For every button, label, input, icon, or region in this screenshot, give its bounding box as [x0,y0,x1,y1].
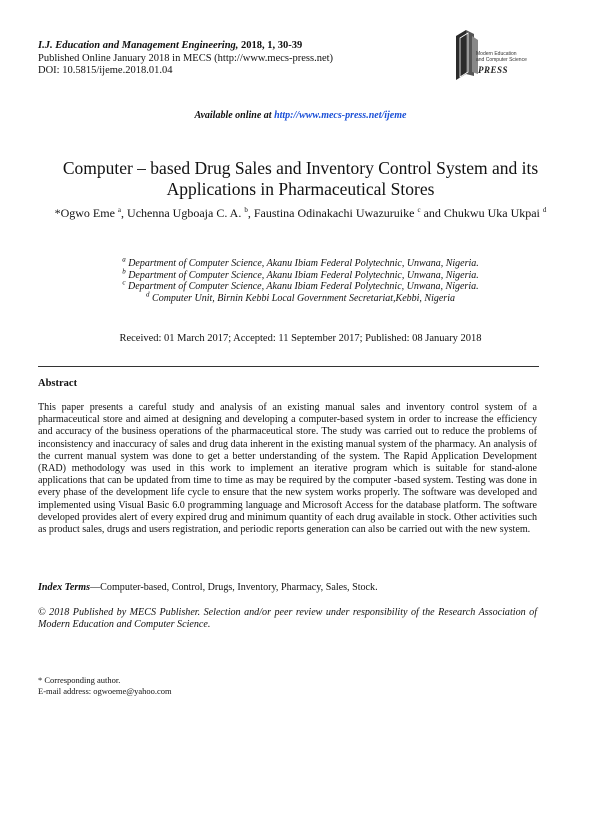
corresponding-author-note: * Corresponding author. [38,675,121,685]
doi: DOI: 10.5815/ijeme.2018.01.04 [38,65,173,76]
paper-title [40,158,561,200]
author-name: Faustina Odinakachi Uwazuruike [253,206,415,220]
index-terms-text: —Computer-based, Control, Drugs, Inventory, Pharmacy, Sales, Stock. [90,582,378,593]
affiliation-text: Department of Computer Science, Akanu Ibiam Federal Polytechnic, Unwana, Nigeria. [128,258,479,269]
affiliation-text: Department of Computer Science, Akanu Ibiam Federal Polytechnic, Unwana, Nigeria. [128,281,479,292]
author-name: Uchenna Ugboaja C. A. [127,206,242,220]
publication-dates: Received: 01 March 2017; Accepted: 11 September 2017; Published: 08 January 2018 [119,333,482,344]
available-label: Available online at [194,110,272,121]
affiliation-marker: d [146,290,150,299]
journal-url-link[interactable]: http://www.mecs-press.net/ijeme [274,110,407,121]
logo-text [476,52,538,63]
index-terms [38,582,537,593]
affiliation-marker: b [122,267,126,276]
email-address: E-mail address: ogwoeme@yahoo.com [38,686,172,696]
author-affiliation-marker: b [244,206,248,214]
author-name: *Ogwo Eme [54,206,115,220]
journal-volume: 2018, 1, 30-39 [241,40,303,51]
index-terms-label: Index Terms [38,582,91,593]
journal-header [38,40,438,78]
logo-line-2: and Computer Science [476,56,527,63]
affiliation-marker: a [122,255,126,264]
title-line-1: Computer – based Drug Sales and Inventory Control System and its [62,158,539,178]
author-affiliation-marker: c [417,206,421,214]
affiliation-marker: c [122,278,126,287]
author-separator: and [420,206,444,220]
logo-press: PRESS [478,65,509,75]
affiliation-item [40,267,561,282]
affiliation-text: Computer Unit, Birnin Kebbi Local Government Secretariat,Kebbi, Nigeria [152,292,455,304]
mecs-press-logo [452,28,538,82]
affiliation-text: Department of Computer Science, Akanu Ibiam Federal Polytechnic, Unwana, Nigeria. [128,269,479,281]
author-affiliation-marker: d [542,206,547,214]
author-separator: , [121,206,128,220]
author-list [30,206,571,221]
available-online [0,110,601,121]
affiliation-item [40,290,561,305]
author-affiliation-marker: a [117,206,122,214]
affiliation-item [40,278,561,293]
title-line-2: Applications in Pharmaceutical Stores [166,179,435,199]
abstract-heading: Abstract [38,378,78,389]
logo-line-1: Modern Education [476,51,517,57]
author-name: Chukwu Uka Ukpai [443,206,540,220]
copyright-notice: © 2018 Published by MECS Publisher. Selection and/or peer review under responsibility of the Research Association of Modern Education and Computer Science. [38,607,537,631]
affiliation-list [40,255,561,304]
author-separator: , [247,206,254,220]
abstract-body: This paper presents a careful study and analysis of an existing manual sales and inventory control system of a pharmaceutical store and aimed at designing and developing a computer-based system in order to increase the efficiency and accuracy of the business operations of the pharmaceutical store. The study was carried out to reduce the problems of inconsistency and inaccuracy of sales and drug data inherent in the existing manual system of the pharmacy. An analysis of the current manual system was done to get a better understanding of the system. The Rapid Application Development (RAD) methodology was used in this work to implement an iterative program which is suitable for stand-alone applications that can be updated from time to time as may be required by the computer -based system. Testing was done in every phase of the development life cycle to ensure that the new system works properly. The software was developed and implemented using Visual Basic 6.0 programming language and Microsoft Access for the database platform. The software developed provides alert of every expired drug and minimum quantity of each drug available in stock. Other activities such as product sales, drugs and users registration, and periodic reports generation can also be carried out with the new system. [38,402,537,536]
published-online: Published Online January 2018 in MECS (http://www.mecs-press.net) [38,52,334,64]
footnote [38,675,172,697]
section-divider [38,366,539,367]
affiliation-item [40,255,561,270]
journal-citation [38,40,438,53]
journal-name: I.J. Education and Management Engineering, [38,40,239,51]
